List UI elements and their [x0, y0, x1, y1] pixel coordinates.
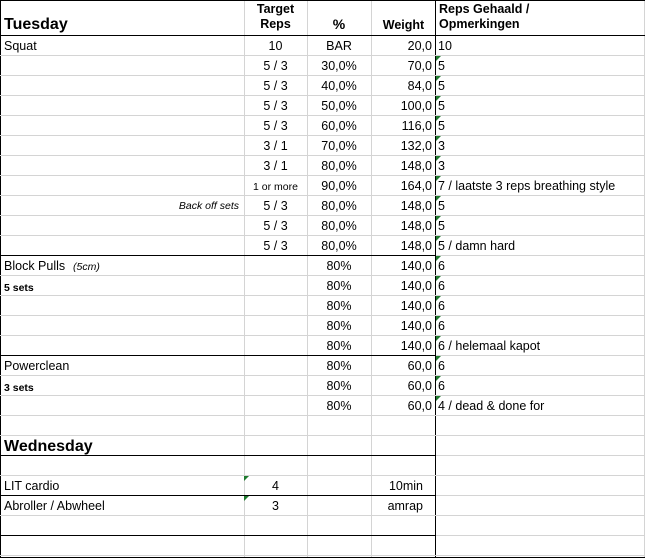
percent-cell: 40,0%	[321, 79, 357, 93]
target-reps-cell: 5 / 3	[263, 219, 288, 233]
row-gridline	[0, 55, 645, 56]
row-label: 3 sets	[4, 382, 34, 394]
exercise-note: (5cm)	[73, 261, 100, 273]
exercise-name: LIT cardio	[4, 479, 60, 493]
day-title-tuesday: Tuesday	[4, 16, 68, 33]
weight-cell: 148,0	[400, 239, 432, 253]
notes-cell: 5	[438, 199, 445, 213]
header-target: Target	[256, 2, 295, 16]
weight-cell: 140,0	[400, 259, 432, 273]
comment-marker-icon	[436, 296, 441, 301]
comment-marker-icon	[436, 376, 441, 381]
weight-cell: 140,0	[400, 339, 432, 353]
notes-cell: 5	[438, 119, 445, 133]
notes-cell: 6	[438, 279, 445, 293]
comment-marker-icon	[436, 96, 441, 101]
row-gridline	[0, 155, 645, 156]
target-reps-cell: 3 / 1	[263, 139, 288, 153]
notes-cell: 6	[438, 299, 445, 313]
row-gridline	[0, 315, 645, 316]
weight-cell: 100,0	[400, 99, 432, 113]
row-label: Back off sets	[178, 200, 239, 212]
exercise-name: Powerclean	[4, 359, 70, 373]
row-gridline	[0, 295, 645, 296]
notes-cell: 10	[438, 39, 452, 53]
notes-cell: 6	[438, 319, 445, 333]
notes-cell: 5	[438, 219, 445, 233]
target-reps-cell: 5 / 3	[263, 59, 288, 73]
notes-cell: 7 / laatste 3 reps breathing style	[438, 179, 616, 193]
comment-marker-icon	[436, 196, 441, 201]
percent-cell: 80%	[326, 379, 352, 393]
percent-cell: 80%	[326, 339, 352, 353]
comment-marker-icon	[436, 76, 441, 81]
exercise-name: Abroller / Abwheel	[4, 499, 105, 513]
percent-cell: 80%	[326, 259, 352, 273]
comment-marker-icon	[244, 476, 249, 481]
weight-cell: 164,0	[400, 179, 432, 193]
target-reps-cell: 3	[272, 499, 279, 513]
weight-cell: 116,0	[401, 119, 432, 133]
row-label: 5 sets	[4, 282, 34, 294]
weight-cell: 10min	[388, 479, 423, 493]
row-gridline	[0, 515, 645, 516]
comment-marker-icon	[436, 356, 441, 361]
row-gridline	[0, 195, 645, 196]
weight-cell: 140,0	[400, 299, 432, 313]
percent-cell: 80%	[326, 299, 352, 313]
header-notes-line1: Reps Gehaald /	[439, 2, 530, 16]
weight-cell: 60,0	[407, 359, 432, 373]
percent-cell: 80,0%	[321, 199, 357, 213]
target-reps-cell: 5 / 3	[263, 119, 288, 133]
row-gridline	[0, 215, 645, 216]
row-gridline	[0, 75, 645, 76]
row-gridline	[0, 135, 645, 136]
row-gridline	[0, 35, 645, 36]
target-reps-cell: 5 / 3	[263, 79, 288, 93]
exercise-name: Block Pulls	[4, 259, 66, 273]
weight-cell: 140,0	[400, 279, 432, 293]
notes-cell: 6	[438, 359, 445, 373]
weight-cell: 148,0	[400, 219, 432, 233]
header-notes-line2: Opmerkingen	[439, 17, 520, 31]
comment-marker-icon	[436, 136, 441, 141]
row-gridline	[0, 275, 645, 276]
exercise-name: Squat	[4, 39, 37, 53]
row-gridline	[0, 0, 645, 1]
percent-cell: 80%	[326, 399, 352, 413]
weight-cell: 60,0	[407, 399, 432, 413]
weight-cell: 84,0	[407, 79, 432, 93]
weight-cell: amrap	[387, 499, 423, 513]
comment-marker-icon	[436, 56, 441, 61]
weight-cell: 148,0	[400, 199, 432, 213]
row-gridline	[0, 235, 645, 236]
percent-cell: 80,0%	[321, 219, 357, 233]
row-gridline	[0, 395, 645, 396]
target-reps-cell: 5 / 3	[263, 199, 288, 213]
row-gridline	[0, 335, 645, 336]
comment-marker-icon	[436, 236, 441, 241]
row-gridline	[0, 355, 436, 356]
row-gridline	[0, 175, 645, 176]
comment-marker-icon	[436, 116, 441, 121]
comment-marker-icon	[436, 256, 441, 261]
row-gridline	[0, 115, 645, 116]
comment-marker-icon	[436, 336, 441, 341]
header-weight: Weight	[382, 18, 425, 32]
comment-marker-icon	[436, 396, 441, 401]
percent-cell: 50,0%	[321, 99, 357, 113]
target-reps-cell: 1 or more	[253, 181, 298, 193]
row-gridline	[0, 415, 645, 416]
notes-cell: 5 / damn hard	[438, 239, 516, 253]
row-gridline	[0, 475, 645, 476]
comment-marker-icon	[436, 176, 441, 181]
target-reps-cell: 4	[272, 479, 279, 493]
weight-cell: 70,0	[407, 59, 432, 73]
percent-cell: 30,0%	[321, 59, 357, 73]
percent-cell: 80%	[326, 319, 352, 333]
row-gridline	[0, 95, 645, 96]
notes-cell: 4 / dead & done for	[438, 399, 545, 413]
percent-cell: 80%	[326, 359, 352, 373]
day-title-wednesday: Wednesday	[4, 438, 93, 455]
row-gridline	[0, 555, 645, 556]
comment-marker-icon	[436, 316, 441, 321]
percent-cell: 80,0%	[321, 159, 357, 173]
percent-cell: BAR	[326, 39, 352, 53]
percent-cell: 80,0%	[321, 239, 357, 253]
target-reps-cell: 5 / 3	[263, 99, 288, 113]
percent-cell: 80%	[326, 279, 352, 293]
notes-cell: 5	[438, 59, 445, 73]
weight-cell: 60,0	[407, 379, 432, 393]
row-gridline	[0, 375, 645, 376]
notes-cell: 5	[438, 99, 445, 113]
row-gridline	[0, 435, 645, 436]
notes-cell: 6	[438, 379, 445, 393]
notes-cell: 3	[438, 159, 445, 173]
target-reps-cell: 5 / 3	[263, 239, 288, 253]
weight-cell: 20,0	[407, 39, 432, 53]
target-reps-cell: 10	[268, 39, 283, 53]
percent-cell: 70,0%	[321, 139, 357, 153]
row-gridline	[0, 255, 436, 256]
target-reps-cell: 3 / 1	[263, 159, 288, 173]
comment-marker-icon	[436, 156, 441, 161]
weight-cell: 132,0	[400, 139, 432, 153]
percent-cell: 60,0%	[321, 119, 357, 133]
weight-cell: 148,0	[400, 159, 432, 173]
notes-cell: 6 / helemaal kapot	[438, 339, 541, 353]
percent-cell: 90,0%	[321, 179, 357, 193]
notes-cell: 5	[438, 79, 445, 93]
notes-cell: 6	[438, 259, 445, 273]
comment-marker-icon	[244, 496, 249, 501]
comment-marker-icon	[436, 276, 441, 281]
row-gridline	[0, 495, 436, 496]
weight-cell: 140,0	[400, 319, 432, 333]
header-reps: Reps	[260, 17, 291, 31]
comment-marker-icon	[436, 216, 441, 221]
header-percent: %	[332, 16, 346, 32]
row-gridline	[0, 535, 436, 536]
notes-cell: 3	[438, 139, 445, 153]
